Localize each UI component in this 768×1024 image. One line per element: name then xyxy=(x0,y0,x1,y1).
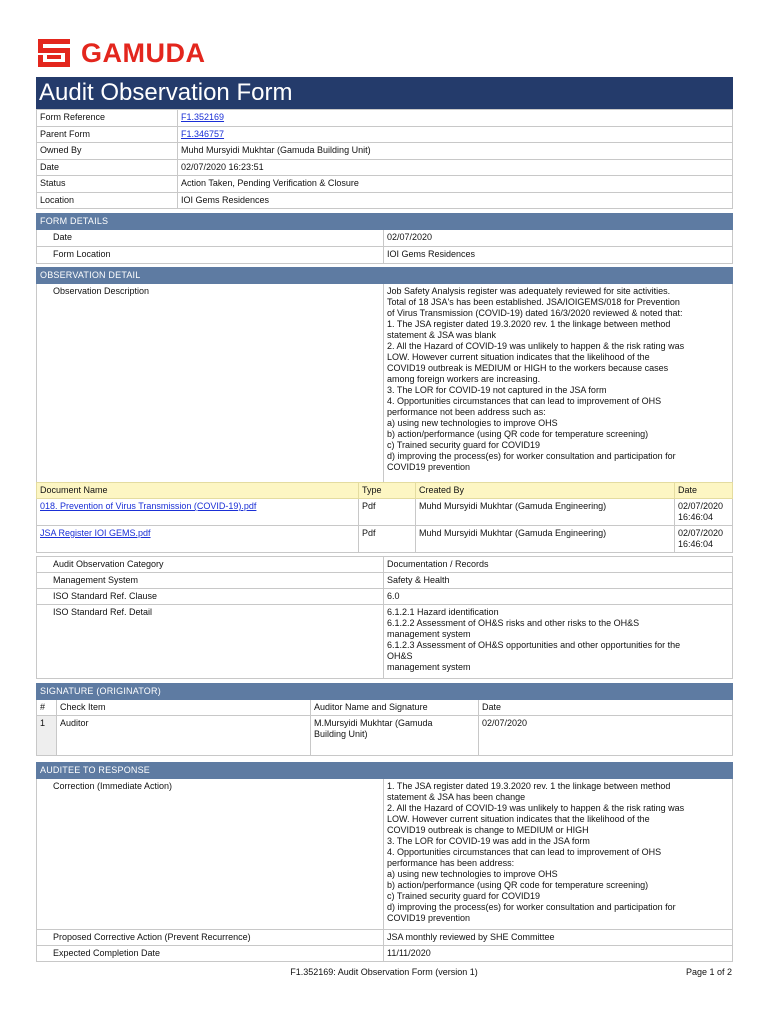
document-time-value: 16:46:04 xyxy=(678,512,714,522)
text-line: d) improving the process(es) for worker consultation and participation for xyxy=(387,451,676,461)
meta-value: IOI Gems Residences xyxy=(178,192,733,209)
text-line: 3. The LOR for COVID-19 not captured in the JSA form xyxy=(387,385,607,395)
text-line: COVID19 prevention xyxy=(387,913,471,923)
meta-value xyxy=(178,110,733,127)
category-label: Audit Observation Category xyxy=(37,557,384,573)
detail-row xyxy=(37,230,733,247)
section-header: OBSERVATION DETAIL xyxy=(37,268,733,284)
signature-header-row xyxy=(37,700,733,716)
text-line: COVID19 outbreak is change to MEDIUM or HIGH xyxy=(387,825,589,835)
detail-label: Date xyxy=(37,230,384,247)
category-value: Safety & Health xyxy=(384,573,733,589)
meta-value: Muhd Mursyidi Mukhtar (Gamuda Building Unit) xyxy=(178,143,733,160)
signature-table xyxy=(36,683,733,756)
column-header: Check Item xyxy=(57,700,311,716)
text-line: 2. All the Hazard of COVID-19 was unlikely to happen & the risk rating was xyxy=(387,341,685,351)
text-line: among foreign workers are increasing. xyxy=(387,374,541,384)
text-line: b) action/performance (using QR code for temperature screening) xyxy=(387,880,649,890)
category-value: Documentation / Records xyxy=(384,557,733,573)
meta-row xyxy=(37,159,733,176)
meta-value xyxy=(178,126,733,143)
document-name xyxy=(37,526,359,553)
text-line: b) action/performance (using QR code for temperature screening) xyxy=(387,429,649,439)
signature-row xyxy=(37,716,733,756)
footer-form-version: F1.352169: Audit Observation Form (version 1) xyxy=(290,967,478,977)
text-line: LOW. However current situation indicates that the likelihood of the xyxy=(387,352,650,362)
form-meta-table xyxy=(36,109,733,209)
correction-description xyxy=(384,779,733,930)
auditee-table xyxy=(36,762,733,962)
text-line: of Virus Transmission (COVID-19) dated 16/3/2020 reviewed & noted that: xyxy=(387,308,683,318)
document-row xyxy=(37,499,733,526)
signature-number: 1 xyxy=(37,716,57,756)
text-line: 1. The JSA register dated 19.3.2020 rev. 1 the linkage between method xyxy=(387,781,671,791)
category-label: ISO Standard Ref. Detail xyxy=(37,605,384,679)
document-date-value: 02/07/2020 xyxy=(678,528,724,538)
meta-value: Action Taken, Pending Verification & Closure xyxy=(178,176,733,193)
text-line: management system xyxy=(387,662,471,672)
category-row xyxy=(37,605,733,679)
category-label: ISO Standard Ref. Clause xyxy=(37,589,384,605)
text-line: 2. All the Hazard of COVID-19 was unlikely to happen & the risk rating was xyxy=(387,803,685,813)
section-header: SIGNATURE (ORIGINATOR) xyxy=(37,684,733,700)
document-date xyxy=(675,499,733,526)
documents-table xyxy=(36,482,733,553)
text-line: performance has been address: xyxy=(387,858,515,868)
category-value: 6.0 xyxy=(384,589,733,605)
correction-row xyxy=(37,779,733,930)
footer-page-number: Page 1 of 2 xyxy=(685,967,732,977)
text-line: performance not been address such as: xyxy=(387,407,546,417)
observation-detail-table xyxy=(36,267,733,497)
documents-header-row xyxy=(37,483,733,499)
column-header: Date xyxy=(479,700,733,716)
text-line: 1. The JSA register dated 19.3.2020 rev. 1 the linkage between method xyxy=(387,319,671,329)
category-row xyxy=(37,589,733,605)
document-time-value: 16:46:04 xyxy=(678,539,714,549)
form-details-table xyxy=(36,213,733,264)
text-line: d) improving the process(es) for worker consultation and participation for xyxy=(387,902,676,912)
observation-row xyxy=(37,284,733,497)
auditee-value: JSA monthly reviewed by SHE Committee xyxy=(384,930,733,946)
text-line: Job Safety Analysis register was adequately reviewed for site activities. xyxy=(387,286,671,296)
document-type: Pdf xyxy=(359,526,416,553)
meta-row xyxy=(37,143,733,160)
text-line: 6.1.2.1 Hazard identification xyxy=(387,607,499,617)
document-name xyxy=(37,499,359,526)
column-header: Date xyxy=(675,483,733,499)
text-line: statement & JSA was blank xyxy=(387,330,497,340)
meta-label: Parent Form xyxy=(37,126,178,143)
text-line: management system xyxy=(387,629,471,639)
meta-label: Location xyxy=(37,192,178,209)
meta-row xyxy=(37,110,733,127)
meta-row xyxy=(37,192,733,209)
text-line: Total of 18 JSA's has been established. JSA/IOIGEMS/018 for Prevention xyxy=(387,297,680,307)
text-line: COVID19 prevention xyxy=(387,462,471,472)
auditee-row xyxy=(37,930,733,946)
column-header: Auditor Name and Signature xyxy=(311,700,479,716)
detail-row xyxy=(37,247,733,264)
column-header: # xyxy=(37,700,57,716)
meta-label: Form Reference xyxy=(37,110,178,127)
signature-date: 02/07/2020 xyxy=(479,716,733,756)
form-reference-link[interactable]: F1.352169 xyxy=(181,112,225,122)
category-value xyxy=(384,605,733,679)
text-line: 3. The LOR for COVID-19 was add in the JSA form xyxy=(387,836,590,846)
meta-row xyxy=(37,176,733,193)
category-row xyxy=(37,557,733,573)
text-line: COVID19 outbreak is MEDIUM or HIGH to the workers because cases xyxy=(387,363,669,373)
section-header: FORM DETAILS xyxy=(37,214,733,230)
text-line: a) using new technologies to improve OHS xyxy=(387,418,558,428)
meta-label: Status xyxy=(37,176,178,193)
text-line: 6.1.2.3 Assessment of OH&S opportunities and other opportunities for the xyxy=(387,640,681,650)
page-title: Audit Observation Form xyxy=(36,77,733,109)
text-line: LOW. However current situation indicates that the likelihood of the xyxy=(387,814,650,824)
category-row xyxy=(37,573,733,589)
text-line: 4. Opportunities circumstances that can lead to improvement of OHS xyxy=(387,396,662,406)
brand-name: GAMUDA xyxy=(81,37,206,68)
text-line: a) using new technologies to improve OHS xyxy=(387,869,558,879)
section-header: AUDITEE TO RESPONSE xyxy=(37,763,733,779)
text-line: 4. Opportunities circumstances that can lead to improvement of OHS xyxy=(387,847,662,857)
auditee-label: Expected Completion Date xyxy=(37,946,384,962)
observation-description xyxy=(384,284,733,497)
category-table xyxy=(36,556,733,679)
parent-form-link[interactable]: F1.346757 xyxy=(181,128,225,139)
auditee-row xyxy=(37,946,733,962)
auditee-label: Proposed Corrective Action (Prevent Recurrence) xyxy=(37,930,384,946)
document-date-value: 02/07/2020 xyxy=(678,501,724,511)
meta-row xyxy=(37,126,733,143)
document-created-by: Muhd Mursyidi Mukhtar (Gamuda Engineering) xyxy=(416,526,675,553)
category-label: Management System xyxy=(37,573,384,589)
text-line: statement & JSA has been change xyxy=(387,792,526,802)
detail-value: IOI Gems Residences xyxy=(384,247,733,264)
document-row xyxy=(37,526,733,553)
column-header: Document Name xyxy=(37,483,359,499)
column-header: Created By xyxy=(416,483,675,499)
meta-label: Date xyxy=(37,159,178,176)
auditor-name-line: M.Mursyidi Mukhtar (Gamuda xyxy=(314,718,433,728)
detail-value: 02/07/2020 xyxy=(384,230,733,247)
text-line: c) Trained security guard for COVID19 xyxy=(387,440,541,450)
document-type: Pdf xyxy=(359,499,416,526)
document-date xyxy=(675,526,733,553)
document-link[interactable]: JSA Register IOI GEMS.pdf xyxy=(40,528,151,538)
correction-label: Correction (Immediate Action) xyxy=(37,779,384,930)
column-header: Type xyxy=(359,483,416,499)
meta-value: 02/07/2020 16:23:51 xyxy=(178,159,733,176)
text-line: 6.1.2.2 Assessment of OH&S risks and other risks to the OH&S xyxy=(387,618,640,628)
observation-label: Observation Description xyxy=(37,284,384,497)
gamuda-logo xyxy=(36,36,206,70)
meta-label: Owned By xyxy=(37,143,178,160)
gamuda-logo-icon xyxy=(36,37,72,69)
text-line: c) Trained security guard for COVID19 xyxy=(387,891,541,901)
signature-check-item: Auditor xyxy=(57,716,311,756)
detail-label: Form Location xyxy=(37,247,384,264)
document-created-by: Muhd Mursyidi Mukhtar (Gamuda Engineering) xyxy=(416,499,675,526)
document-link[interactable]: 018. Prevention of Virus Transmission (COVID-19).pdf xyxy=(40,501,257,511)
text-line: OH&S xyxy=(387,651,413,661)
auditor-name-line: Building Unit) xyxy=(314,729,368,739)
auditee-value: 11/11/2020 xyxy=(384,946,733,962)
signature-auditor-name xyxy=(311,716,479,756)
